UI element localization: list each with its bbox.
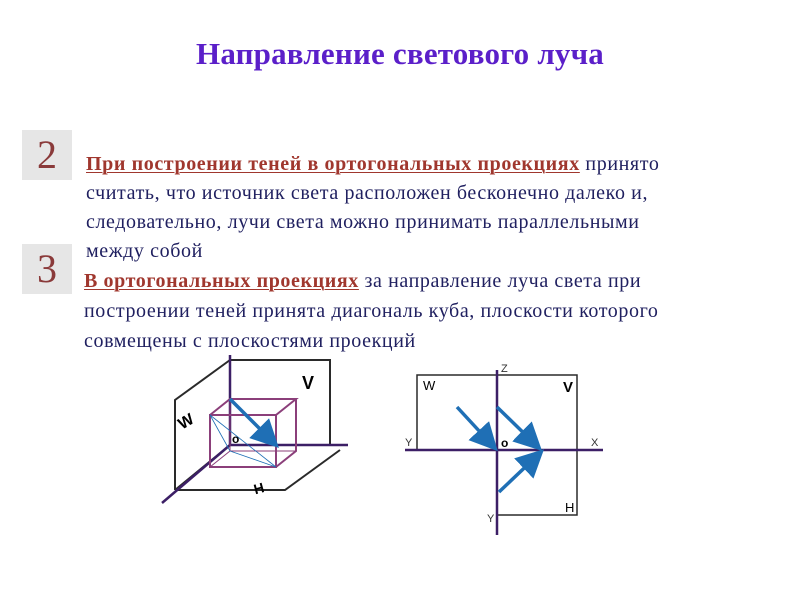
step-3-highlight: В ортогональных проекциях — [84, 270, 359, 292]
step-3-text — [84, 266, 659, 356]
step-3-line-3: совмещены с плоскостями проекций — [84, 330, 416, 352]
step-2-line-3: следовательно, лучи света можно принимать параллельными — [86, 211, 640, 233]
step-2-line-4: между собой — [86, 240, 203, 262]
label-y-bottom: Y — [487, 513, 495, 525]
step-2-text — [86, 150, 659, 266]
step-number-badge: 3 — [22, 244, 72, 294]
label-o: o — [501, 436, 509, 450]
step-2-line-1 — [86, 150, 659, 179]
label-w: W — [423, 378, 436, 393]
label-x: X — [591, 437, 599, 449]
light-ray-arrow-w — [457, 407, 493, 446]
label-w: W — [175, 410, 198, 434]
label-o: o — [232, 432, 240, 446]
step-3-line-1-rest: за направление луча света при — [358, 270, 642, 292]
axonometric-cube-diagram — [150, 355, 360, 515]
label-y-left: Y — [405, 437, 413, 449]
step-2-line-1-rest: принято — [579, 153, 660, 175]
step-2-line-2: считать, что источник света расположен бесконечно далеко и, — [86, 182, 649, 204]
step-2-highlight: При построении теней в ортогональных проекциях — [86, 153, 580, 175]
step-number-badge: 2 — [22, 130, 72, 180]
light-ray-arrow-h — [499, 454, 539, 492]
cube — [210, 399, 296, 467]
label-v: V — [302, 373, 315, 393]
plane-v — [230, 360, 330, 445]
step-3-line-1 — [84, 266, 659, 296]
step-3-line-2: построении теней принята диагональ куба, плоскости которого — [84, 300, 659, 322]
label-h: H — [251, 479, 266, 498]
label-h: H — [565, 500, 575, 515]
page-title: Направление светового луча — [196, 36, 604, 71]
axis-y — [162, 445, 230, 503]
label-v: V — [563, 379, 574, 396]
label-z: Z — [501, 363, 508, 375]
orthogonal-projection-diagram — [395, 360, 615, 535]
